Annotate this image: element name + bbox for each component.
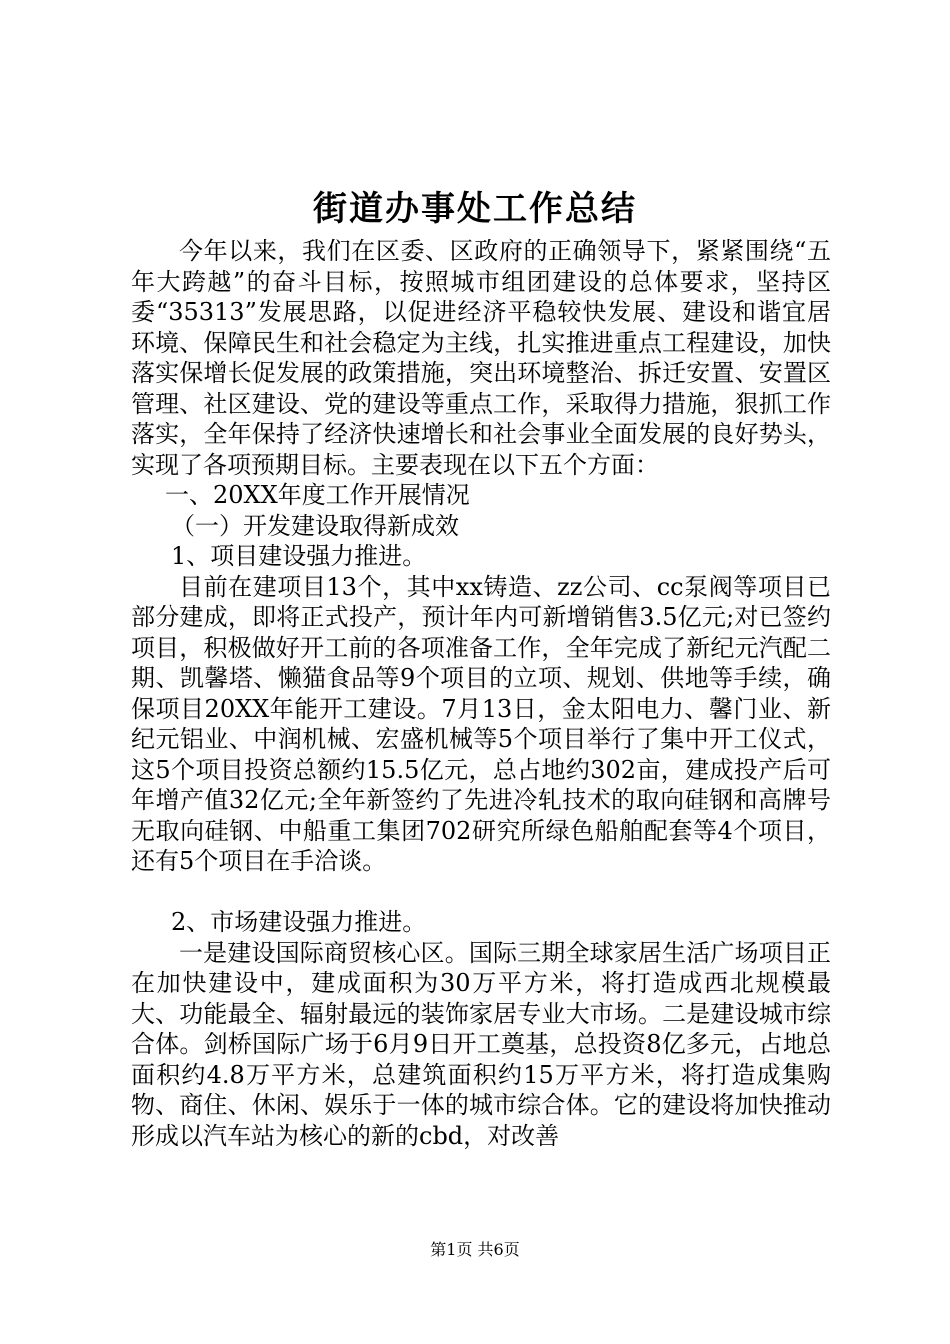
page-footer: 第1页 共6页 xyxy=(430,1240,520,1259)
item-heading: 1、项目建设强力推进。 xyxy=(171,542,427,570)
intro-paragraph: 今年以来，我们在区委、区政府的正确领导下，紧紧围绕“五年大跨越”的奋斗目标，按照城市组团建设的总体要求，坚持区委“35313”发展思路，以促进经济平稳较快发展、建设和谐宜居环境、保障民生和社会稳定为主线，扎实推进重点工程建设，加快落实保增长促发展的政策措施，突出环境整治、拆迁安置、安置区管理、社区建设、党的建设等重点工作，采取得力措施，狠抓工作落实，全年保持了经济快速增长和社会事业全面发展的良好势头，实现了各项预期目标。主要表现在以下五个方面： xyxy=(131,237,831,479)
subsection-heading: （一）开发建设取得新成效 xyxy=(171,511,459,540)
document-body xyxy=(131,236,831,1151)
item-heading: 2、市场建设强力推进。 xyxy=(171,908,427,936)
document-title: 街道办事处工作总结 xyxy=(313,189,637,229)
body-paragraph: 目前在建项目13个，其中xx铸造、zz公司、cc泵阀等项目已部分建成，即将正式投产，预计年内可新增销售3.5亿元;对已签约项目，积极做好开工前的各项准备工作，全年完成了新纪元汽配二期、凯馨塔、懒猫食品等9个项目的立项、规划、供地等手续，确保项目20XX年能开工建设。7月13日，金太阳电力、馨门业、新纪元铝业、中润机械、宏盛机械等5个项目举行了集中开工仪式，这5个项目投资总额约15.5亿元，总占地约302亩，建成投产后可年增产值32亿元;全年新签约了先进冷轧技术的取向硅钢和高牌号无取向硅钢、中船重工集团702研究所绿色船舶配套等4个项目，还有5个项目在手洽谈。 xyxy=(131,572,831,875)
section-heading: 一、20XX年度工作开展情况 xyxy=(165,481,470,509)
body-paragraph: 一是建设国际商贸核心区。国际三期全球家居生活广场项目正在加快建设中，建成面积为30万平方米，将打造成西北规模最大、功能最全、辐射最远的装饰家居专业大市场。二是建设城市综合体。剑桥国际广场于6月9日开工奠基，总投资8亿多元，占地总面积约4.8万平方米，总建筑面积约15万平方米，将打造成集购物、商住、休闲、娱乐于一体的城市综合体。它的建设将加快推动形成以汽车站为核心的新的cbd，对改善 xyxy=(131,938,831,1150)
